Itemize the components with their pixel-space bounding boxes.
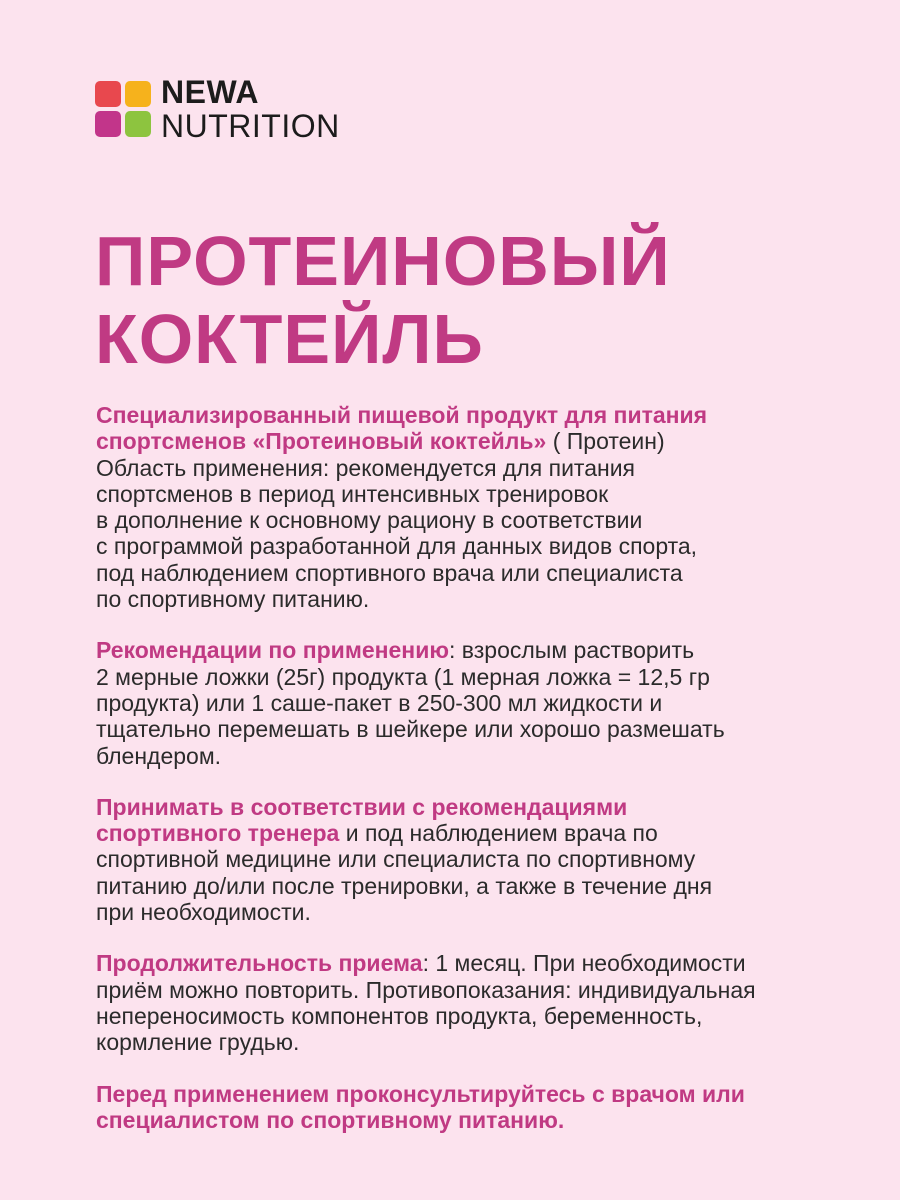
product-line-2	[96, 428, 856, 454]
product-line-6: с программой разработанной для данных видов спорта,	[96, 533, 698, 560]
intake-text-2: и под наблюдением врача по	[339, 820, 658, 847]
paragraph-usage	[96, 637, 856, 768]
product-description	[96, 402, 856, 1158]
logo-square-green	[125, 111, 151, 137]
warning-line-1: Перед применением проконсультируйтесь с врачом или	[96, 1080, 745, 1107]
duration-text-1: : 1 месяц. При необходимости	[422, 950, 746, 977]
product-alias: ( Протеин)	[546, 428, 665, 455]
logo-wordmark	[161, 76, 340, 142]
paragraph-warning	[96, 1081, 856, 1134]
product-line-3: Область применения: рекомендуется для питания	[96, 454, 635, 481]
usage-line-1	[96, 637, 856, 663]
title-line-2: КОКТЕЙЛЬ	[95, 300, 484, 378]
logo-square-red	[95, 81, 121, 107]
product-line-1: Специализированный пищевой продукт для питания	[96, 402, 708, 428]
page-title	[95, 222, 671, 378]
product-line-4: спортсменов в период интенсивных тренировок	[96, 480, 609, 507]
usage-heading: Рекомендации по применению	[96, 637, 449, 664]
intake-heading-2: спортивного тренера	[96, 820, 340, 847]
duration-line-4: кормление грудью.	[96, 1029, 300, 1056]
paragraph-intake	[96, 794, 856, 925]
product-line-8: по спортивному питанию.	[96, 586, 370, 613]
duration-heading: Продолжительность приема	[96, 950, 423, 977]
product-name: спортсменов «Протеиновый коктейль»	[96, 428, 547, 455]
intake-line-4: питанию до/или после тренировки, а также в течение дня	[96, 872, 713, 899]
duration-line-1	[96, 950, 856, 976]
usage-text-1: : взрослым растворить	[449, 637, 695, 664]
title-line-1: ПРОТЕИНОВЫЙ	[95, 222, 671, 300]
intake-line-5: при необходимости.	[96, 899, 311, 926]
product-line-7: под наблюдением спортивного врача или специалиста	[96, 559, 683, 586]
logo-square-yellow	[125, 81, 151, 107]
intake-line-3: спортивной медицине или специалиста по спортивному	[96, 846, 696, 873]
usage-line-5: блендером.	[96, 742, 222, 769]
paragraph-product	[96, 402, 856, 612]
intake-line-1: Принимать в соответствии с рекомендациями	[96, 793, 628, 820]
usage-line-3: продукта) или 1 саше-пакет в 250-300 мл жидкости и	[96, 689, 663, 716]
paragraph-duration	[96, 950, 856, 1055]
intake-line-2	[96, 820, 856, 846]
duration-line-3: непереносимость компонентов продукта, беременность,	[96, 1002, 703, 1029]
logo-line-1: NEWA	[161, 74, 259, 110]
usage-line-2: 2 мерные ложки (25г) продукта (1 мерная ложка = 12,5 гр	[96, 663, 710, 690]
logo-squares-icon	[95, 81, 151, 137]
usage-line-4: тщательно перемешать в шейкере или хорошо размешать	[96, 716, 725, 743]
product-line-5: в дополнение к основному рациону в соответствии	[96, 507, 643, 534]
duration-line-2: приём можно повторить. Противопоказания: индивидуальная	[96, 976, 756, 1003]
logo-square-magenta	[95, 111, 121, 137]
logo-line-2: NUTRITION	[161, 108, 340, 144]
warning-line-2: специалистом по спортивному питанию.	[96, 1106, 565, 1133]
brand-logo	[95, 76, 340, 142]
